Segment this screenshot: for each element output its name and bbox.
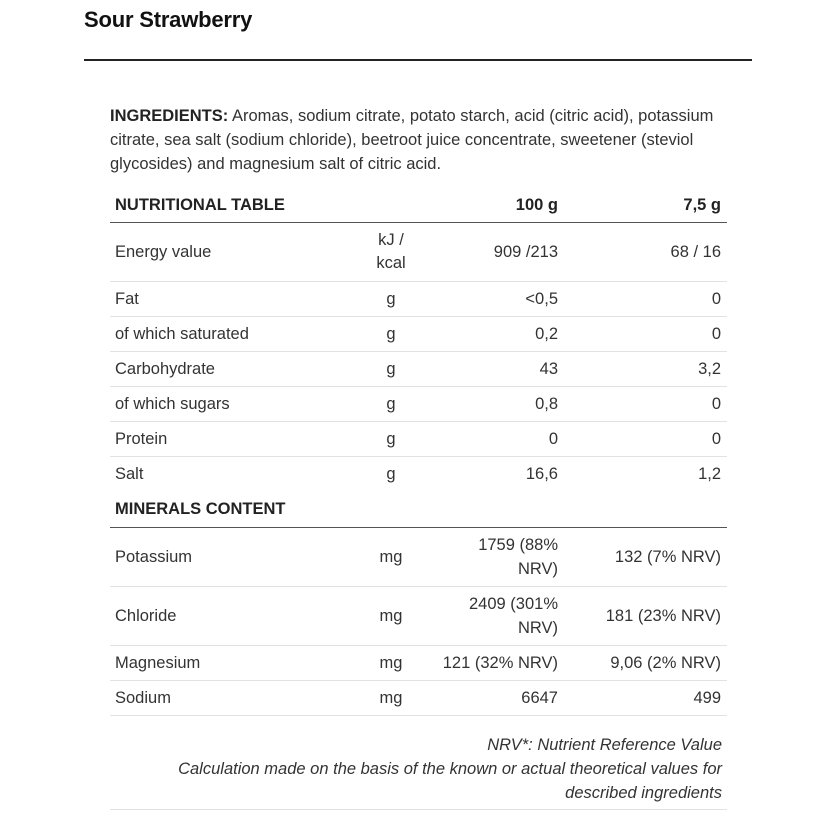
row-value-serving: 0 bbox=[562, 422, 727, 457]
table-row bbox=[110, 528, 727, 587]
ingredients-paragraph bbox=[110, 104, 720, 176]
row-name: Salt bbox=[115, 464, 144, 483]
minerals-header-row bbox=[110, 491, 727, 528]
nutrition-table-heading: NUTRITIONAL TABLE bbox=[110, 188, 346, 223]
row-value-100g: <0,5 bbox=[436, 282, 562, 317]
row-value-serving: 132 (7% NRV) bbox=[562, 528, 727, 587]
row-unit: g bbox=[346, 352, 436, 387]
row-name: Sodium bbox=[110, 681, 346, 716]
title-divider bbox=[84, 59, 752, 61]
row-name: Chloride bbox=[110, 587, 346, 646]
header-unit-cell bbox=[346, 188, 436, 223]
table-row bbox=[110, 223, 727, 282]
row-value-serving: 68 / 16 bbox=[562, 223, 727, 282]
table-row bbox=[110, 387, 727, 422]
row-name: of which sugars bbox=[110, 387, 346, 422]
ingredients-text: Aromas, sodium citrate, potato starch, acid (citric acid), potassium citrate, sea salt (sodium chloride), beetroot juice concentrate, sweetener (steviol glycosides) and magnesium salt of citric acid. bbox=[110, 107, 714, 173]
row-value-serving: 3,2 bbox=[562, 352, 727, 387]
row-value-100g: 43 bbox=[436, 352, 562, 387]
row-value-serving: 0 bbox=[562, 282, 727, 317]
row-name: Magnesium bbox=[110, 646, 346, 681]
row-value-100g: 2409 (301% NRV) bbox=[436, 587, 562, 646]
row-unit: g bbox=[346, 422, 436, 457]
row-name: Protein bbox=[110, 422, 346, 457]
ingredients-label: INGREDIENTS: bbox=[110, 107, 229, 125]
table-row bbox=[110, 457, 727, 492]
row-unit: mg bbox=[346, 681, 436, 716]
row-unit: mg bbox=[346, 528, 436, 587]
nutrition-table bbox=[110, 188, 727, 716]
row-value-100g: 0 bbox=[436, 422, 562, 457]
row-unit: g bbox=[346, 387, 436, 422]
header-serving: 7,5 g bbox=[562, 188, 727, 223]
header-100g: 100 g bbox=[436, 188, 562, 223]
row-unit: kJ / kcal bbox=[346, 223, 436, 282]
footnote bbox=[110, 733, 722, 805]
row-value-serving: 0 bbox=[562, 317, 727, 352]
row-name: of which saturated bbox=[110, 317, 346, 352]
table-row bbox=[110, 317, 727, 352]
row-value-serving: 499 bbox=[562, 681, 727, 716]
table-row bbox=[110, 646, 727, 681]
table-row bbox=[110, 352, 727, 387]
row-unit: g bbox=[386, 464, 396, 483]
row-name: Fat bbox=[110, 282, 346, 317]
table-row bbox=[110, 587, 727, 646]
row-value-100g: 0,8 bbox=[436, 387, 562, 422]
row-value-serving: 1,2 bbox=[698, 465, 721, 483]
row-unit: mg bbox=[346, 587, 436, 646]
row-unit: g bbox=[346, 282, 436, 317]
row-unit: mg bbox=[346, 646, 436, 681]
footnote-nrv-definition: NRV*: Nutrient Reference Value bbox=[487, 736, 722, 754]
row-value-100g: 0,2 bbox=[436, 317, 562, 352]
footnote-divider bbox=[110, 809, 727, 810]
row-value-serving: 0 bbox=[562, 387, 727, 422]
row-value-100g: 16,6 bbox=[525, 465, 558, 483]
row-value-100g: 909 /213 bbox=[436, 223, 562, 282]
row-value-serving: 181 (23% NRV) bbox=[562, 587, 727, 646]
row-value-100g: 6647 bbox=[436, 681, 562, 716]
nutrition-header-row bbox=[110, 188, 727, 223]
table-row bbox=[110, 422, 727, 457]
table-row bbox=[110, 681, 727, 716]
row-value-100g: 121 (32% NRV) bbox=[436, 646, 562, 681]
row-value-100g: 1759 (88% NRV) bbox=[436, 528, 562, 587]
page-title: Sour Strawberry bbox=[84, 7, 253, 32]
row-name: Carbohydrate bbox=[110, 352, 346, 387]
minerals-heading: MINERALS CONTENT bbox=[110, 491, 727, 528]
footnote-calculation-note: Calculation made on the basis of the known or actual theoretical values for described ingredients bbox=[178, 760, 722, 802]
row-name: Energy value bbox=[110, 223, 346, 282]
table-row bbox=[110, 282, 727, 317]
row-unit: g bbox=[346, 317, 436, 352]
row-value-serving: 9,06 (2% NRV) bbox=[562, 646, 727, 681]
row-name: Potassium bbox=[110, 528, 346, 587]
